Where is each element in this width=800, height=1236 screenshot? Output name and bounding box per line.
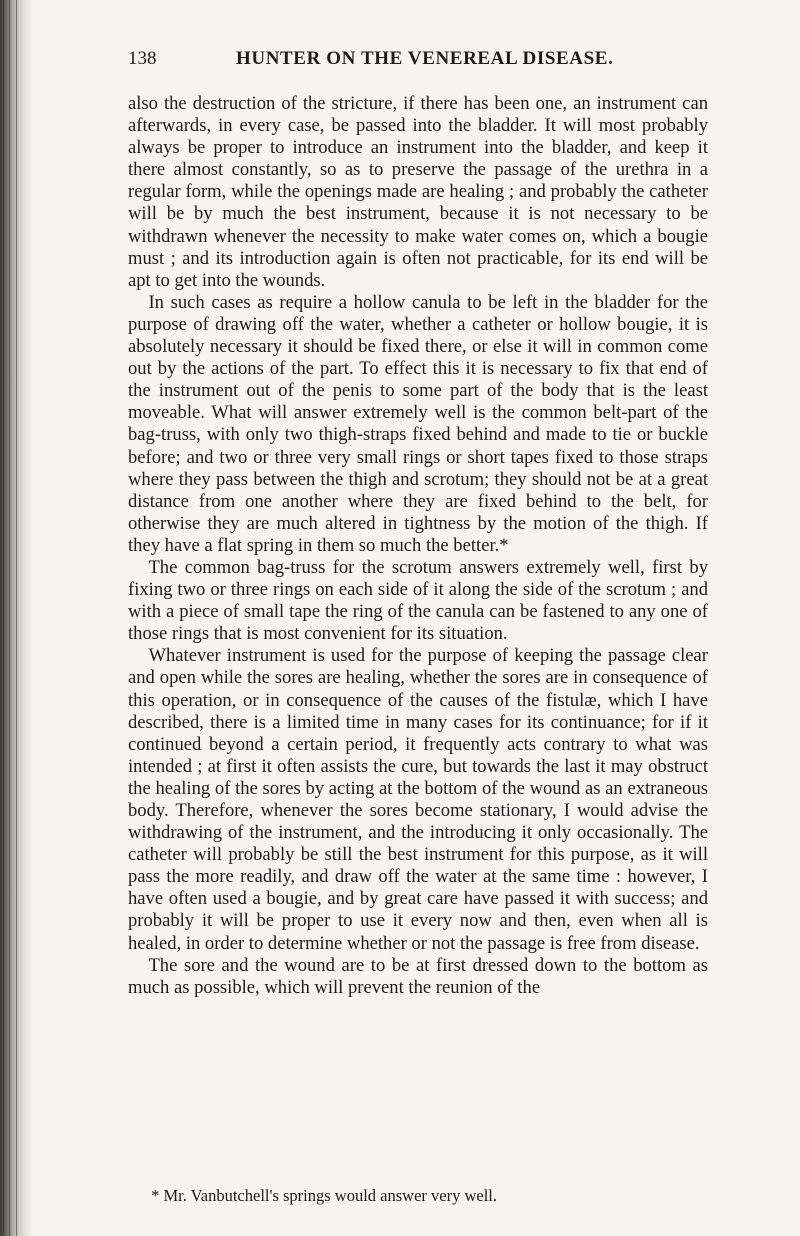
paragraph: In such cases as require a hollow canula to be left in the bladder for the purpose of drawing off the water, whether a catheter or hollow bougie, it is absolutely necessary it should be fixed there, or else it will in common come out by the actions of the part. To effect this it is necessary to fix that end of the instrument out of the penis to some part of the body that is the least moveable. What will answer extremely well is the common belt-part of the bag-truss, with only two thigh-straps fixed behind and made to tie or buckle before; and two or three very small rings or short tapes fixed to those straps where they pass between the thigh and scrotum; they should not be at a great distance from one another where they are fixed behind to the belt, for otherwise they are much altered in tightness by the motion of the thigh. If they have a flat spring in them so much the better.* [128,291,708,556]
gutter-line [3,0,4,1236]
paragraph: also the destruction of the stricture, if there has been one, an instrument can afterwards, in every case, be passed into the bladder. It will most probably always be proper to introduce an instrument into the bladder, and keep it there almost constantly, so as to preserve the passage of the urethra in a regular form, while the openings made are healing ; and probably the catheter will be by much the best instrument, because it is not necessary to be withdrawn whenever the necessity to make water comes on, which a bougie must ; and its introduction again is often not practicable, for its end will be apt to get into the wounds. [128,93,708,291]
paragraph: Whatever instrument is used for the purpose of keeping the passage clear and open while the sores are healing, whether the sores are in consequence of this operation, or in consequence of the causes of the fistulæ, which I have described, there is a limited time in many cases for its continuance; for if it continued beyond a certain period, it frequently acts contrary to what was intended ; at first it often assists the cure, but towards the last it may obstruct the healing of the sores by acting at the bottom of the wound as an extraneous body. Therefore, whenever the sores become stationary, I would advise the withdrawing of the instrument, and the introducing it only occasionally. The catheter will probably be still the best instrument for this purpose, as it will pass the more readily, and draw off the water at the same time : however, I have often used a bougie, and by great care have passed it with success; and probably it will be proper to use it every now and then, even when all is healed, in order to determine whether or not the passage is free from disease. [128,645,708,954]
page-header [128,48,708,72]
footnote: * Mr. Vanbutchell's springs would answer very well. [151,1186,498,1205]
page-number: 138 [128,48,157,69]
paragraph: The common bag-truss for the scrotum answers extremely well, first by fixing two or three rings on each side of it along the side of the scrotum ; and with a piece of small tape the ring of the canula can be fastened to any one of those rings that is most convenient for its situation. [128,556,708,645]
body-text [128,93,708,999]
gutter-line [9,0,10,1236]
paragraph: The sore and the wound are to be at first dressed down to the bottom as much as possible, which will prevent the reunion of the [128,954,708,998]
gutter-line [16,0,17,1236]
running-head: HUNTER ON THE VENEREAL DISEASE. [236,48,614,69]
binding-gutter [0,0,34,1236]
